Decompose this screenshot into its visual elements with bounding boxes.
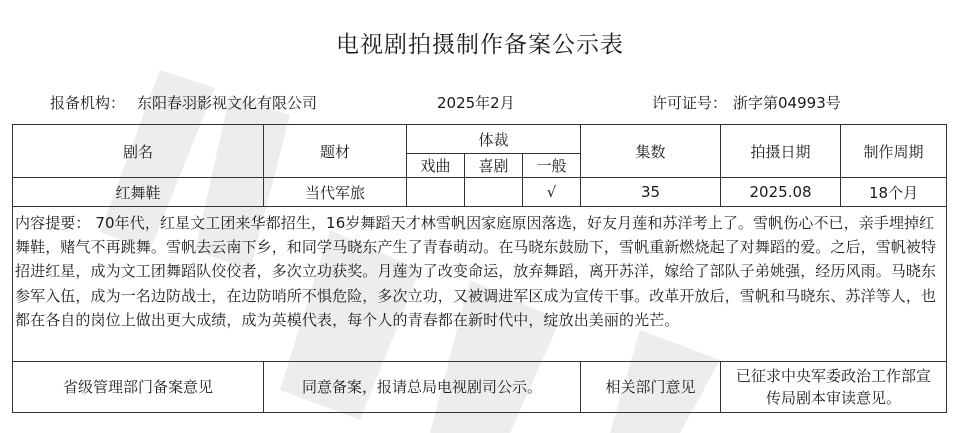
related-opinion-value: 已征求中央军委政治工作部宣传局剧本审读意见。 (721, 362, 947, 413)
header-subject: 题材 (264, 125, 407, 178)
cell-cycle: 18个月 (841, 178, 947, 207)
cell-genre-opera (407, 178, 465, 207)
license-label: 许可证号： (652, 94, 728, 112)
cell-shoot-date: 2025.08 (721, 178, 841, 207)
header-episodes: 集数 (581, 125, 721, 178)
header-name: 剧名 (13, 125, 264, 178)
related-opinion-label: 相关部门意见 (581, 362, 721, 413)
provincial-opinion-value: 同意备案，报请总局电视剧司公示。 (264, 362, 581, 413)
license-info (652, 92, 841, 113)
header-genre: 体裁 (407, 125, 581, 154)
cell-subject: 当代军旅 (264, 178, 407, 207)
header-genre-general: 一般 (523, 154, 581, 178)
cell-episodes: 35 (581, 178, 721, 207)
cell-name: 红舞鞋 (13, 178, 264, 207)
header-cycle: 制作周期 (841, 125, 947, 178)
header-genre-comedy: 喜剧 (465, 154, 523, 178)
provincial-opinion-label: 省级管理部门备案意见 (13, 362, 264, 413)
filing-table (12, 124, 947, 413)
header-genre-opera: 戏曲 (407, 154, 465, 178)
header-shoot-date: 拍摄日期 (721, 125, 841, 178)
page-title: 电视剧拍摄制作备案公示表 (336, 32, 624, 58)
cell-genre-comedy (465, 178, 523, 207)
synopsis: 内容提要： 70年代，红星文工团来华都招生，16岁舞蹈天才林雪帆因家庭原因落选，好友月莲和苏洋考上了。雪帆伤心不已，亲手埋掉红舞鞋，赌气不再跳舞。雪帆去云南下乡，和同学马晓东产生了青春萌动。在马晓东鼓励下，雪帆重新燃烧起了对舞蹈的爱。之后，雪帆被特招进红星，成为文工团舞蹈队佼佼者，多次立功获奖。月莲为了改变命运，放弃舞蹈，离开苏洋，嫁给了部队子弟姚强，经历风雨。马晓东参军入伍，成为一名边防战士，在边防哨所不惧危险，多次立功，又被调进军区成为宣传干事。改革开放后，雪帆和马晓东、苏洋等人，也都在各自的岗位上做出更大成绩，成为英模代表，每个人的青春都在新时代中，绽放出美丽的光芒。 (13, 207, 947, 362)
org-info (50, 92, 317, 113)
filing-date: 2025年2月 (437, 94, 515, 112)
license-value: 浙字第04993号 (733, 94, 841, 112)
cell-genre-general-check: √ (523, 178, 581, 207)
org-label: 报备机构： (50, 94, 126, 112)
org-value: 东阳春羽影视文化有限公司 (137, 94, 318, 112)
